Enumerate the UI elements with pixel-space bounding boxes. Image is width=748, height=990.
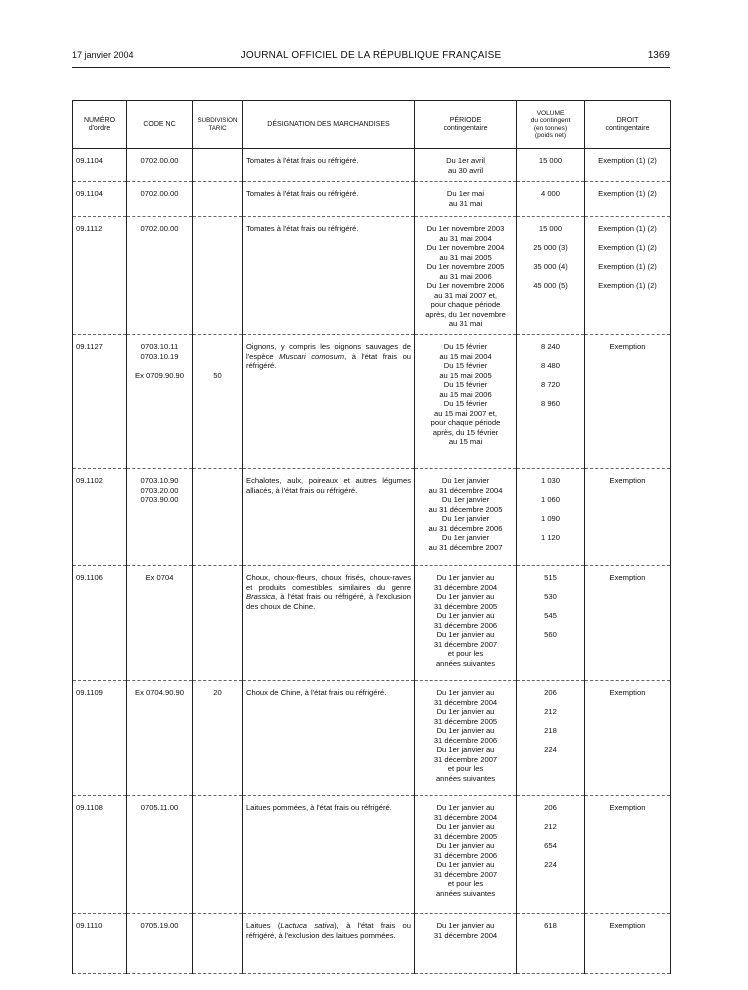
droit-cell (585, 335, 671, 469)
species-name: Brassica (246, 592, 276, 601)
order-number: 09.1104 (76, 189, 103, 198)
subdivision-cell (193, 681, 243, 796)
header-date: 17 janvier 2004 (72, 50, 134, 60)
periode-item: Du 1er janvier au 31 décembre 2006 (428, 514, 503, 533)
quota-table (72, 100, 671, 974)
numero-cell (73, 566, 127, 681)
table-row (73, 217, 671, 335)
numero-cell (73, 796, 127, 914)
droit-list (585, 149, 670, 170)
designation-cell (243, 182, 415, 217)
code-nc-cell (127, 182, 193, 217)
numero-cell (73, 182, 127, 217)
col-volume-header: VOLUME du contingent (en tonnes) (poids net) (517, 101, 585, 149)
subdivision-cell (193, 796, 243, 914)
table-row (73, 469, 671, 566)
designation-text: Echalotes, aulx, poireaux et autres légumes alliacés, à l'état frais ou réfrigéré. (246, 476, 411, 495)
code-nc: 0702.00.00 (140, 224, 179, 233)
volume-item: 560 (544, 630, 557, 639)
volume-item: 15 000 (538, 156, 563, 165)
species-name: Muscari comosum (279, 351, 345, 361)
table-row (73, 566, 671, 681)
designation-text: Tomates à l'état frais ou réfrigéré. (246, 156, 359, 165)
numero-cell (73, 217, 127, 335)
code-nc-cell (127, 335, 193, 469)
order-number: 09.1127 (76, 342, 103, 351)
periode-list (415, 914, 516, 944)
droit-cell (585, 469, 671, 566)
droit-list (585, 796, 670, 817)
periode-list (415, 566, 516, 672)
volume-cell (517, 796, 585, 914)
volume-item: 212 (544, 822, 557, 831)
droit-item: Exemption (1) (2) (598, 156, 657, 165)
page-number: 1369 (647, 50, 670, 61)
droit-item: Exemption (609, 573, 646, 582)
volume-item: 224 (544, 860, 557, 869)
periode-cell (415, 149, 517, 182)
droit-cell (585, 681, 671, 796)
numero-cell (73, 469, 127, 566)
droit-list (585, 469, 670, 490)
volume-item: 212 (544, 707, 557, 716)
code-nc: 0703.10.90 0703.20.00 0703.90.00 (140, 476, 179, 504)
volume-item: 8 720 (540, 380, 560, 389)
droit-item: Exemption (1) (2) (598, 262, 657, 271)
periode-item: Du 15 février au 15 mai 2004 (439, 342, 492, 361)
periode-cell (415, 566, 517, 681)
periode-item: Du 15 février au 15 mai 2005 (439, 361, 492, 380)
periode-item: Du 1er janvier au 31 décembre 2004 (433, 803, 498, 822)
droit-item: Exemption (1) (2) (598, 243, 657, 252)
numero-cell (73, 914, 127, 974)
volume-item: 530 (544, 592, 557, 601)
code-nc-cell (127, 914, 193, 974)
volume-item: 224 (544, 745, 557, 754)
taric-subdivision (193, 796, 242, 807)
periode-item: Du 1er novembre 2005 au 31 mai 2006 (426, 262, 505, 281)
periode-item: Du 1er janvier au 31 décembre 2004 (433, 688, 498, 707)
volume-cell (517, 469, 585, 566)
designation-cell (243, 796, 415, 914)
periode-item: Du 1er avril au 30 avril (446, 156, 485, 175)
col-code-header: CODE NC (127, 101, 193, 149)
subdivision-cell (193, 182, 243, 217)
volume-item: 1 030 (540, 476, 560, 485)
periode-cell (415, 681, 517, 796)
code-nc-cell (127, 217, 193, 335)
periode-item: Du 15 février au 15 mai 2006 (439, 380, 492, 399)
page-header (72, 50, 670, 64)
subdivision-cell (193, 217, 243, 335)
code-nc: 0705.11.00 (140, 803, 179, 812)
volume-item: 8 240 (540, 342, 560, 351)
taric-subdivision (193, 469, 242, 480)
periode-item: Du 1er janvier au 31 décembre 2004 (428, 476, 503, 495)
volume-item: 4 000 (540, 189, 560, 198)
taric-subdivision (193, 914, 242, 925)
volume-item: 206 (544, 688, 557, 697)
periode-item: Du 1er novembre 2006 au 31 mai 2007 et, pour chaque période après, du 1er novembre au 31 mai (425, 281, 506, 328)
droit-item: Exemption (1) (2) (598, 224, 657, 233)
periode-item: Du 1er janvier au 31 décembre 2007 (428, 533, 503, 552)
table-row (73, 796, 671, 914)
table-row (73, 182, 671, 217)
volume-list (517, 149, 584, 170)
designation-text: Choux, choux-fleurs, choux frisés, choux-raves et produits comestibles similaires du genre Brassica, à l'état frais ou réfrigéré, à l'exclusion des choux de Chine. (246, 573, 411, 611)
taric-subdivision: 20 (213, 688, 222, 697)
droit-item: Exemption (1) (2) (598, 281, 657, 290)
col-numero-header: NUMÉRO d'ordre (73, 101, 127, 149)
periode-list (415, 182, 516, 212)
periode-item: Du 1er novembre 2004 au 31 mai 2005 (426, 243, 505, 262)
periode-item: Du 1er janvier au 31 décembre 2007 et pour les années suivantes (433, 860, 498, 898)
droit-cell (585, 566, 671, 681)
taric-subdivision (193, 217, 242, 228)
code-nc: 0705.19.00 (140, 921, 179, 930)
periode-item: Du 1er janvier au 31 décembre 2004 (433, 921, 498, 940)
volume-item: 218 (544, 726, 557, 735)
table-row (73, 914, 671, 974)
volume-item: 1 120 (540, 533, 560, 542)
subdivision-cell (193, 469, 243, 566)
designation-cell (243, 681, 415, 796)
designation-cell (243, 335, 415, 469)
periode-item: Du 1er janvier au 31 décembre 2005 (433, 592, 498, 611)
designation-text: Tomates à l'état frais ou réfrigéré. (246, 224, 359, 233)
periode-item: Du 1er janvier au 31 décembre 2007 et pour les années suivantes (433, 630, 498, 668)
droit-item: Exemption (609, 688, 646, 697)
order-number: 09.1110 (76, 921, 103, 930)
subdivision-cell (193, 566, 243, 681)
numero-cell (73, 335, 127, 469)
periode-cell (415, 182, 517, 217)
taric-subdivision (193, 566, 242, 577)
designation-cell (243, 469, 415, 566)
periode-cell (415, 914, 517, 974)
volume-cell (517, 335, 585, 469)
order-number: 09.1109 (76, 688, 103, 697)
droit-list (585, 217, 670, 295)
droit-list (585, 566, 670, 587)
periode-item: Du 1er janvier au 31 décembre 2007 et pour les années suivantes (433, 745, 498, 783)
table-row (73, 149, 671, 182)
droit-item: Exemption (609, 476, 646, 485)
code-nc: 0703.10.11 0703.10.19 Ex 0709.90.90 (135, 342, 184, 380)
volume-list (517, 914, 584, 935)
volume-list (517, 796, 584, 874)
periode-item: Du 1er novembre 2003 au 31 mai 2004 (426, 224, 505, 243)
col-periode-header: PÉRIODE contingentaire (415, 101, 517, 149)
volume-list (517, 335, 584, 413)
periode-cell (415, 217, 517, 335)
numero-cell (73, 681, 127, 796)
periode-list (415, 469, 516, 556)
designation-cell (243, 914, 415, 974)
periode-cell (415, 796, 517, 914)
volume-item: 545 (544, 611, 557, 620)
code-nc-cell (127, 469, 193, 566)
subdivision-cell (193, 149, 243, 182)
volume-cell (517, 182, 585, 217)
volume-item: 8 960 (540, 399, 560, 408)
volume-item: 206 (544, 803, 557, 812)
periode-cell (415, 469, 517, 566)
droit-item: Exemption (609, 921, 646, 930)
volume-item: 45 000 (5) (533, 281, 568, 290)
droit-list (585, 681, 670, 702)
volume-cell (517, 149, 585, 182)
volume-item: 8 480 (540, 361, 560, 370)
volume-list (517, 217, 584, 295)
species-name: Lactuca sativa (280, 921, 335, 930)
table-row (73, 335, 671, 469)
periode-item: Du 1er janvier au 31 décembre 2006 (433, 726, 498, 745)
droit-item: Exemption (1) (2) (598, 189, 657, 198)
header-rule (72, 67, 670, 68)
periode-item: Du 15 février au 15 mai 2007 et, pour chaque période après, du 15 février au 15 mai (430, 399, 501, 446)
volume-cell (517, 681, 585, 796)
order-number: 09.1102 (76, 476, 103, 485)
periode-cell (415, 335, 517, 469)
order-number: 09.1106 (76, 573, 103, 582)
volume-item: 15 000 (538, 224, 563, 233)
code-nc-cell (127, 681, 193, 796)
droit-cell (585, 914, 671, 974)
designation-cell (243, 217, 415, 335)
volume-list (517, 469, 584, 547)
designation-text: Choux de Chine, à l'état frais ou réfrigéré. (246, 688, 387, 697)
subdivision-cell (193, 914, 243, 974)
numero-cell (73, 149, 127, 182)
droit-cell (585, 149, 671, 182)
periode-list (415, 796, 516, 902)
designation-text: Oignons, y compris les oignons sauvages de l'espèce Muscari comosum, à l'état frais ou réfrigéré. (246, 342, 412, 370)
droit-cell (585, 182, 671, 217)
designation-cell (243, 566, 415, 681)
periode-item: Du 1er janvier au 31 décembre 2004 (433, 573, 498, 592)
periode-item: Du 1er janvier au 31 décembre 2005 (433, 822, 498, 841)
volume-item: 35 000 (4) (533, 262, 568, 271)
periode-item: Du 1er janvier au 31 décembre 2005 (433, 707, 498, 726)
volume-cell (517, 217, 585, 335)
periode-list (415, 217, 516, 333)
table-header-row (73, 101, 671, 149)
col-droit-header: DROIT contingentaire (585, 101, 671, 149)
volume-item: 654 (544, 841, 557, 850)
journal-title: JOURNAL OFFICIEL DE LA RÉPUBLIQUE FRANÇAISE (240, 50, 502, 61)
taric-subdivision (193, 149, 242, 160)
designation-text: Laitues (Lactuca sativa), à l'état frais ou réfrigéré, à l'exclusion des laitues pommées. (246, 921, 411, 940)
periode-item: Du 1er janvier au 31 décembre 2006 (433, 611, 498, 630)
volume-list (517, 566, 584, 644)
code-nc: 0702.00.00 (140, 189, 179, 198)
volume-item: 515 (544, 573, 557, 582)
col-subdivision-header: SUBDIVISION TARIC (193, 101, 243, 149)
droit-list (585, 914, 670, 935)
code-nc: Ex 0704 (145, 573, 174, 582)
taric-subdivision (193, 182, 242, 193)
volume-item: 1 090 (540, 514, 560, 523)
col-designation-header: DÉSIGNATION DES MARCHANDISES (243, 101, 415, 149)
periode-list (415, 681, 516, 787)
droit-list (585, 335, 670, 356)
taric-subdivision: 50 (213, 370, 222, 380)
designation-text: Tomates à l'état frais ou réfrigéré. (246, 189, 359, 198)
volume-item: 25 000 (3) (533, 243, 568, 252)
code-nc: Ex 0704.90.90 (135, 688, 184, 697)
volume-item: 618 (544, 921, 557, 930)
periode-item: Du 1er mai au 31 mai (446, 189, 485, 208)
designation-cell (243, 149, 415, 182)
code-nc: 0702.00.00 (140, 156, 179, 165)
droit-list (585, 182, 670, 203)
code-nc-cell (127, 796, 193, 914)
subdivision-cell (193, 335, 243, 469)
periode-list (415, 149, 516, 179)
designation-text: Laitues pommées, à l'état frais ou réfrigéré. (246, 803, 392, 812)
periode-item: Du 1er janvier au 31 décembre 2006 (433, 841, 498, 860)
order-number: 09.1104 (76, 156, 103, 165)
order-number: 09.1112 (76, 224, 103, 233)
volume-cell (517, 914, 585, 974)
code-nc-cell (127, 566, 193, 681)
table-row (73, 681, 671, 796)
volume-list (517, 681, 584, 759)
volume-item: 1 060 (540, 495, 560, 504)
volume-cell (517, 566, 585, 681)
droit-item: Exemption (609, 803, 646, 812)
code-nc-cell (127, 149, 193, 182)
droit-item: Exemption (609, 342, 646, 351)
volume-list (517, 182, 584, 203)
droit-cell (585, 796, 671, 914)
periode-list (415, 335, 516, 451)
droit-cell (585, 217, 671, 335)
periode-item: Du 1er janvier au 31 décembre 2005 (428, 495, 503, 514)
order-number: 09.1108 (76, 803, 103, 812)
